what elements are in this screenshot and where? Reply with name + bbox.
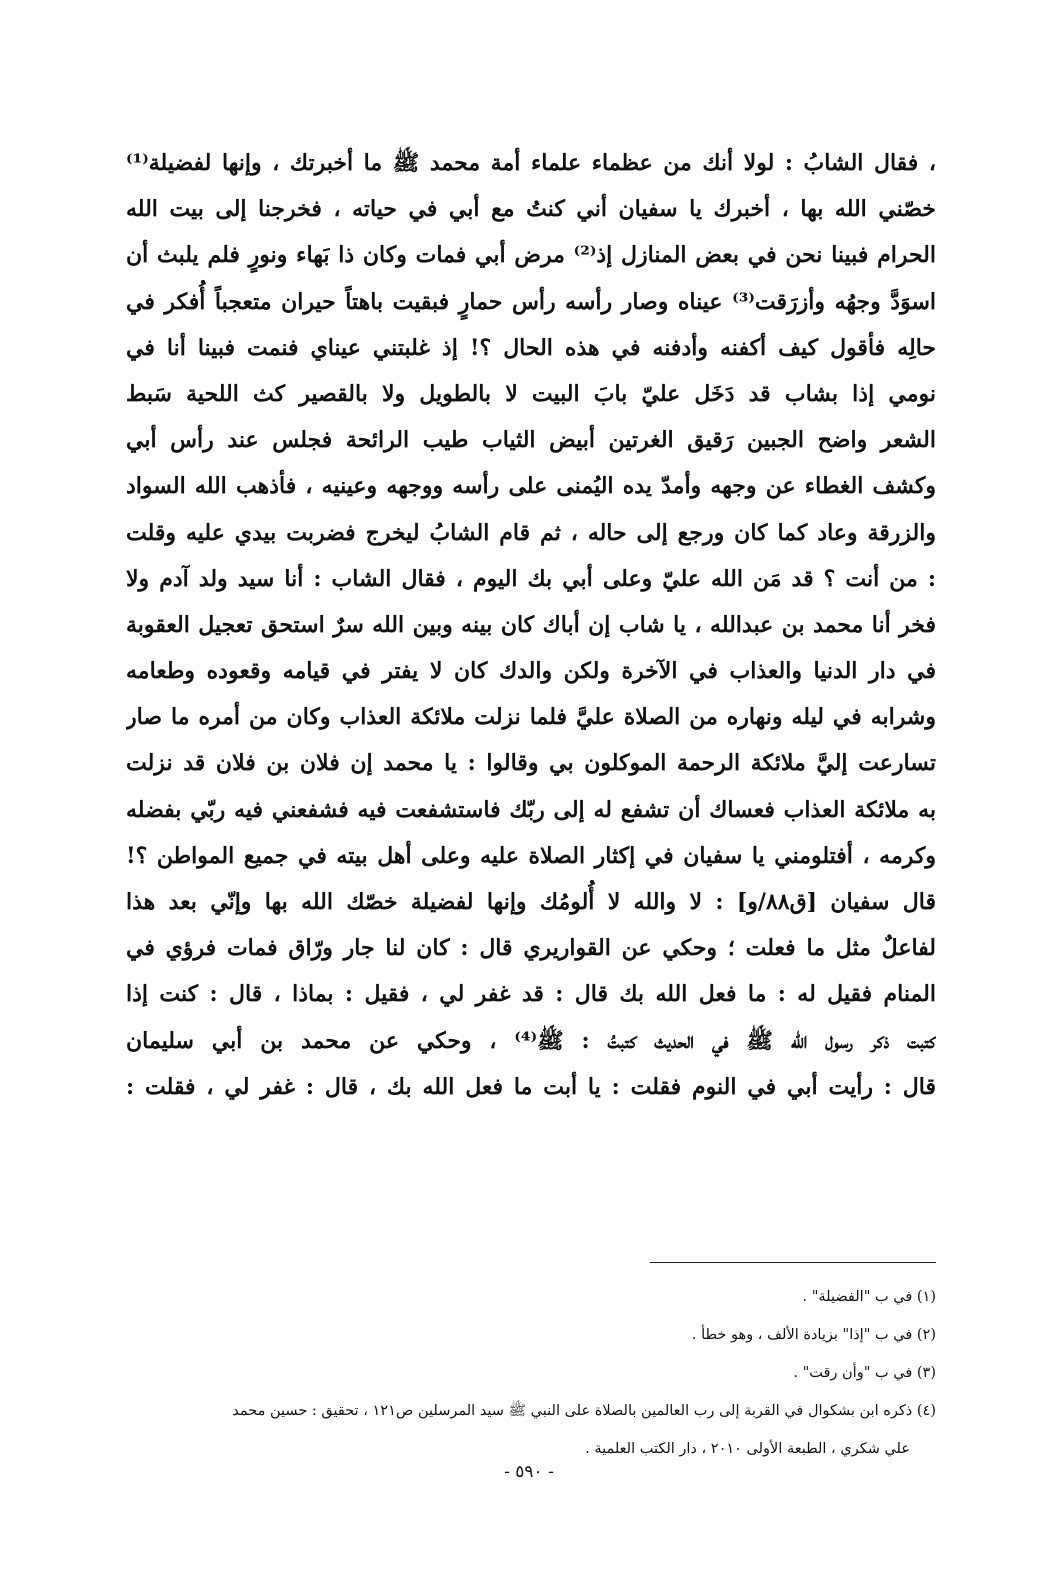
text-line: نومي إذا بشاب قد دَخَل عليّ بابَ البيت لا بالطويل ولا بالقصير كث اللحية سَبط [126, 380, 936, 407]
text-line: تسارعت إليَّ ملائكة الرحمة الموكلون بي وقالوا : يا محمد إن فلان بن فلان قد نزلت [126, 750, 936, 777]
footnotes-block [126, 1278, 936, 1468]
text-line: وكشف الغطاء عن وجهه وأمدّ يده اليُمنى على رأسه ووجهه وعينيه ، فأذهب الله السواد [126, 473, 936, 500]
text-line: خصّني الله بها ، أخبرك يا سفيان أني كنتُ مع أبي في حياته ، فخرجنا إلى بيت الله [126, 196, 936, 223]
text-line: وكرمه ، أفتلومني يا سفيان في إكثار الصلاة عليه وعلى أهل بيته في جميع المواطن ؟! [126, 842, 936, 869]
page-number: - ٥٩٠ - [504, 1462, 554, 1482]
footnote-4-continuation: علي شكري ، الطبعة الأولى ٢٠١٠ ، دار الكتب العلمية . [585, 1441, 910, 1457]
text-line: قال سفيان [ق٨٨/و] : لا والله لا أُلومُك وإنها لفضيلة خصّك الله بها وإنّي بعد هذا [126, 889, 936, 915]
text-line: : من أنت ؟ قد مَن الله عليّ وعلى أبي بك اليوم ، فقال الشاب : أنا سيد ولد آدم ولا [126, 565, 936, 592]
text-line: به ملائكة العذاب فعساك أن تشفع له إلى ربّك فاستشفعت فيه فشفعني فيه ربّي بفضله [126, 796, 936, 823]
text-line: قال : رأيت أبي في النوم فقلت : يا أبت ما فعل الله بك ، قال : غفر لي ، فقلت : [126, 1073, 936, 1100]
footnote-separator [650, 1262, 936, 1263]
text-line: الشعر واضح الجبين رَقيق الغرتين أبيض الثياب طيب الرائحة فجلس عند رأس أبي [126, 427, 936, 454]
text-line: حالِه فأقول كيف أكفنه وأدفنه في هذه الحال ؟! إذ غلبتني عيناي فنمت فبينا أنا في [126, 334, 936, 361]
main-text-block [126, 140, 936, 1110]
text-line: في دار الدنيا والعذاب في الآخرة ولكن والدك كان لا يفتر في قيامه وقعوده وطعامه [126, 658, 936, 685]
text-line: والزرقة وعاد كما كان ورجع إلى حاله ، ثم قام الشابُ ليخرج فضربت بيدي عليه وقلت [126, 519, 936, 546]
footnote-2: (٢) في ب "إذا" بزيادة الألف ، وهو خطأ . [691, 1327, 936, 1343]
text-line: لفاعلٌ مثل ما فعلت ؛ وحكي عن القواريري قال : كان لنا جار ورّاق فمات فرؤي في [126, 935, 936, 962]
text-line: وشرابه في ليله ونهاره من الصلاة عليَّ فلما نزلت ملائكة العذاب وكان من أمره ما صار [126, 704, 936, 731]
footnote-1: (١) في ب "الفضيلة" . [802, 1289, 936, 1305]
footnote-3: (٣) في ب "وأن رقت" . [793, 1365, 936, 1381]
footnote-4: (٤) ذكره ابن بشكوال في القربة إلى رب العالمين بالصلاة على النبي ﷺ سيد المرسلين ص١٢١ ، تحقيق : حسين محمد [232, 1403, 936, 1419]
text-line: الحرام فبينا نحن في بعض المنازل إذ⁽²⁾ مرض أبي فمات وكان ذا بَهاء ونورٍ فلم يلبث أن [126, 242, 936, 269]
text-line: اسوَدَّ وجهُه وأزرَقت⁽³⁾ عيناه وصار رأسه رأس حمارٍ فبقيت باهتاً حيران متعجباً أُفكر في [126, 288, 936, 315]
text-line: ، فقال الشابُ : لولا أنك من عظماء علماء أمة محمد ﷺ ما أخبرتك ، وإنها لفضيلة⁽¹⁾ [126, 150, 936, 176]
text-line: المنام فقيل له : ما فعل الله بك قال : قد غفر لي ، فقيل : بماذا ، قال : كنت إذا [126, 981, 936, 1008]
text-line: كتبت ذكر رسول الله ﷺ في الحديث كتبتُ : ﷺ⁽⁴⁾ ، وحكي عن محمد بن أبي سليمان [126, 1027, 936, 1054]
text-line: فخر أنا محمد بن عبدالله ، يا شاب إن أباك كان بينه وبين الله سرٌ استحق تعجيل العقوبة [126, 611, 936, 638]
